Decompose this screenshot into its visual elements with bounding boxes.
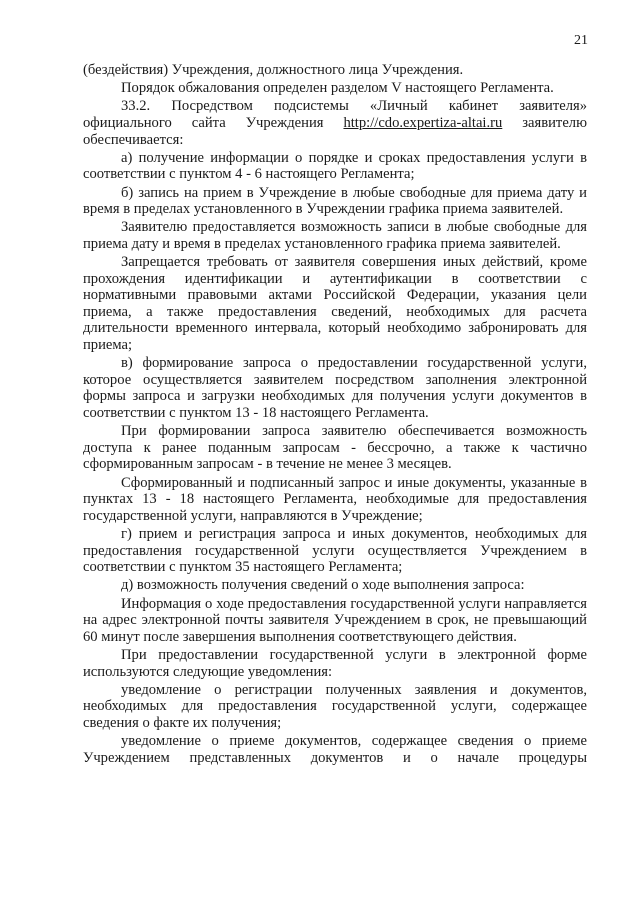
page-number: 21 [574, 33, 588, 48]
paragraph-text: г) прием и регистрация запроса и иных документов, необходимых для предоставления государственной услуги осуществляется Учреждением в соответствии с пунктом 35 настоящего Регламента; [83, 525, 587, 576]
paragraph [83, 475, 587, 525]
paragraph [83, 150, 587, 183]
paragraph [83, 355, 587, 421]
paragraph-text: а) получение информации о порядке и сроках предоставления услуги в соответствии с пунктом 4 - 6 настоящего Регламента; [83, 149, 587, 183]
paragraph [83, 526, 587, 576]
paragraph-text: б) запись на прием в Учреждение в любые свободные для приема дату и время в пределах установленного в Учреждении графика приема заявителей. [83, 184, 587, 218]
paragraph [83, 80, 587, 97]
document-body [83, 62, 587, 768]
site-link[interactable]: http://cdo.expertiza-altai.ru [343, 114, 503, 131]
paragraph [83, 423, 587, 473]
paragraph [83, 185, 587, 218]
paragraph [83, 62, 587, 79]
paragraph-text: При предоставлении государственной услуги в электронной форме используются следующие уведомления: [83, 646, 587, 680]
paragraph-text: в) формирование запроса о предоставлении государственной услуги, которое осуществляется заявителем посредством заполнения электронной формы запроса и загрузки необходимых для получения услуги документов в соответствии с пунктом 13 - 18 настоящего Регламента. [83, 355, 587, 422]
paragraph-with-link [83, 98, 587, 148]
paragraph [83, 254, 587, 354]
paragraph-text: Порядок обжалования определен разделом V настоящего Регламента. [121, 80, 554, 97]
paragraph-text: 33.2. Посредством подсистемы «Личный кабинет заявителя» официального сайта Учреждения [83, 98, 587, 131]
paragraph-text: уведомление о приеме документов, содержащее сведения о приеме Учреждением представленных документов и о начале процедуры [83, 733, 587, 766]
paragraph [83, 682, 587, 732]
paragraph-text: заявителю обеспечивается: [83, 114, 587, 148]
paragraph [83, 577, 587, 594]
paragraph-text: При формировании запроса заявителю обеспечивается возможность доступа к ранее поданным запросам - бессрочно, а также к частично сформированным запросам - в течение не менее 3 месяцев. [83, 423, 587, 473]
paragraph [83, 596, 587, 646]
paragraph [83, 219, 587, 252]
paragraph-text: Сформированный и подписанный запрос и иные документы, указанные в пунктах 13 - 18 настоящего Регламента, необходимые для предоставления государственной услуги, направляются в Учреждение; [83, 474, 587, 524]
paragraph [83, 733, 587, 766]
paragraph [83, 647, 587, 680]
paragraph-text: д) возможность получения сведений о ходе выполнения запроса: [121, 577, 525, 594]
paragraph-text: уведомление о регистрации полученных заявления и документов, необходимых для предоставления государственной услуги, содержащее сведения о факте их получения; [83, 681, 587, 731]
paragraph-text: Информация о ходе предоставления государственной услуги направляется на адрес электронной почты заявителя Учреждением в срок, не превышающий 60 минут после завершения выполнения соответствующего действия. [83, 595, 587, 645]
paragraph-text: (бездействия) Учреждения, должностного лица Учреждения. [83, 62, 464, 78]
paragraph-text: Запрещается требовать от заявителя совершения иных действий, кроме прохождения идентификации и аутентификации в соответствии с нормативными правовыми актами Российской Федерации, указания цели приема, а также предоставления сведений, необходимых для расчета длительности временного интервала, который необходимо забронировать для приема; [83, 254, 587, 354]
paragraph-text: Заявителю предоставляется возможность записи в любые свободные для приема дату и время в пределах установленного графика приема заявителей. [83, 219, 587, 252]
